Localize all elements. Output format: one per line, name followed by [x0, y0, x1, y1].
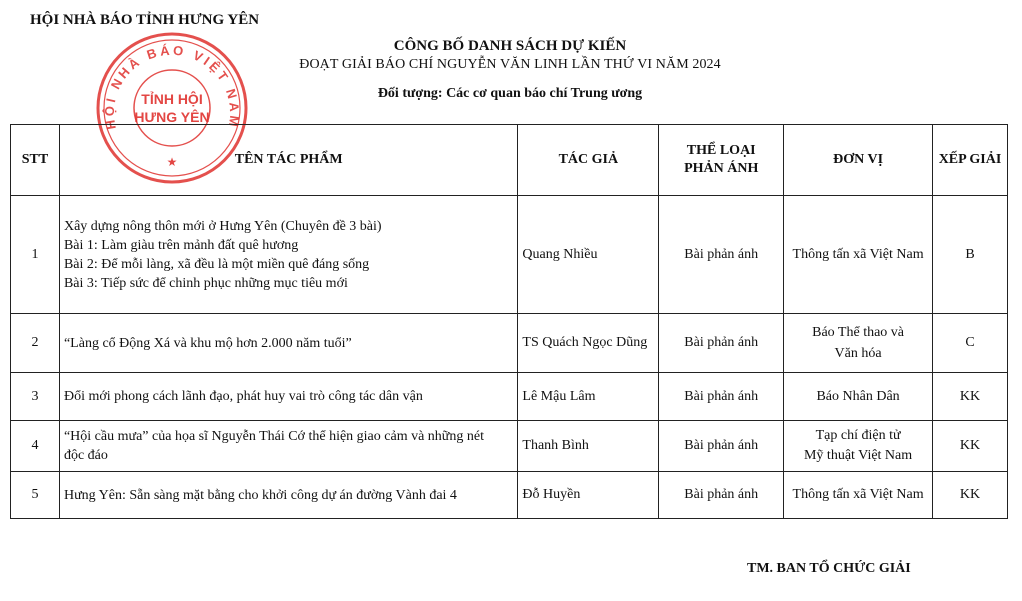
row-title	[59, 314, 517, 373]
table-row	[11, 472, 1008, 519]
organizer-signature-label: TM. BAN TỔ CHỨC GIẢI	[747, 561, 911, 576]
row-unit-line: Báo Nhân Dân	[816, 388, 900, 404]
awards-table	[10, 124, 1008, 519]
row-author: Quang Nhiều	[518, 196, 659, 314]
row-unit-line: Văn hóa	[834, 346, 882, 361]
row-genre: Bài phản ánh	[659, 373, 784, 421]
row-unit	[784, 472, 933, 519]
row-unit	[784, 421, 933, 472]
column-header-author: TÁC GIẢ	[518, 125, 659, 196]
table-row	[11, 196, 1008, 314]
table-row	[11, 373, 1008, 421]
row-rank: C	[933, 314, 1008, 373]
document-title: CÔNG BỐ DANH SÁCH DỰ KIẾN	[393, 38, 627, 54]
row-title	[59, 196, 517, 314]
row-unit	[784, 314, 933, 373]
row-rank: KK	[933, 472, 1008, 519]
column-header-unit: ĐƠN VỊ	[784, 125, 933, 196]
column-header-title: TÊN TÁC PHẨM	[59, 125, 517, 196]
organization-name: HỘI NHÀ BÁO TỈNH HƯNG YÊN	[30, 12, 260, 28]
stamp-center-line2: HƯNG YÊN	[134, 109, 210, 125]
row-author: Lê Mậu Lâm	[518, 373, 659, 421]
row-unit	[784, 373, 933, 421]
row-genre: Bài phản ánh	[659, 421, 784, 472]
row-unit-line: Tạp chí điện tử	[815, 428, 901, 443]
target-audience: Đối tượng: Các cơ quan báo chí Trung ương	[377, 86, 643, 101]
row-stt: 5	[11, 472, 60, 519]
table-row	[11, 421, 1008, 472]
row-title-line: Xây dựng nông thôn mới ở Hưng Yên (Chuyên đề 3 bài)	[63, 218, 382, 234]
row-title-line: Bài 2: Để mỗi làng, xã đều là một miền quê đáng sống	[63, 256, 370, 272]
row-genre: Bài phản ánh	[659, 314, 784, 373]
row-stt: 3	[11, 373, 60, 421]
row-unit-line: Thông tấn xã Việt Nam	[792, 246, 924, 262]
document-header	[250, 37, 770, 103]
star-icon: ★	[166, 155, 178, 169]
column-header-stt: STT	[11, 125, 60, 196]
row-stt: 4	[11, 421, 60, 472]
stamp-center-line1: TỈNH HỘI	[141, 91, 203, 107]
row-author: Thanh Bình	[518, 421, 659, 472]
row-title-line: Đổi mới phong cách lãnh đạo, phát huy vai trò công tác dân vận	[63, 389, 423, 404]
column-header-genre-line2: PHẢN ÁNH	[684, 161, 759, 176]
row-title-line: Bài 1: Làm giàu trên mảnh đất quê hương	[63, 237, 299, 253]
row-genre: Bài phản ánh	[659, 472, 784, 519]
row-genre: Bài phản ánh	[659, 196, 784, 314]
row-unit	[784, 196, 933, 314]
column-header-genre	[659, 125, 784, 196]
row-rank: KK	[933, 421, 1008, 472]
row-rank: B	[933, 196, 1008, 314]
document-subtitle: ĐOẠT GIẢI BÁO CHÍ NGUYỄN VĂN LINH LẦN THỨ VI NĂM 2024	[299, 57, 721, 72]
row-stt: 1	[11, 196, 60, 314]
row-title-line: Hưng Yên: Sẵn sàng mặt bằng cho khởi công dự án đường Vành đai 4	[63, 487, 457, 503]
column-header-rank: XẾP GIẢI	[933, 125, 1008, 196]
row-unit-line: Báo Thể thao và	[812, 325, 905, 340]
row-title-line: Bài 3: Tiếp sức để chinh phục những mục tiêu mới	[63, 275, 348, 291]
column-header-genre-line1: THỂ LOẠI	[686, 143, 756, 158]
table-row	[11, 314, 1008, 373]
row-title-line: “Làng cổ Động Xá và khu mộ hơn 2.000 năm tuổi”	[63, 335, 352, 351]
stamp-arc-text: HỘI NHÀ BÁO VIỆT NAM	[101, 42, 243, 131]
row-unit-line: Mỹ thuật Việt Nam	[803, 448, 913, 463]
row-unit-line: Thông tấn xã Việt Nam	[792, 487, 924, 502]
row-stt: 2	[11, 314, 60, 373]
row-title	[59, 373, 517, 421]
table-header-row	[11, 125, 1008, 196]
row-title-line: độc đáo	[63, 448, 108, 463]
row-title-line: “Hội cầu mưa” của họa sĩ Nguyễn Thái Cớ thể hiện giao cảm và những nét	[63, 429, 484, 444]
row-author: TS Quách Ngọc Dũng	[518, 314, 659, 373]
row-title	[59, 472, 517, 519]
row-title	[59, 421, 517, 472]
row-rank: KK	[933, 373, 1008, 421]
row-author: Đỗ Huyền	[518, 472, 659, 519]
